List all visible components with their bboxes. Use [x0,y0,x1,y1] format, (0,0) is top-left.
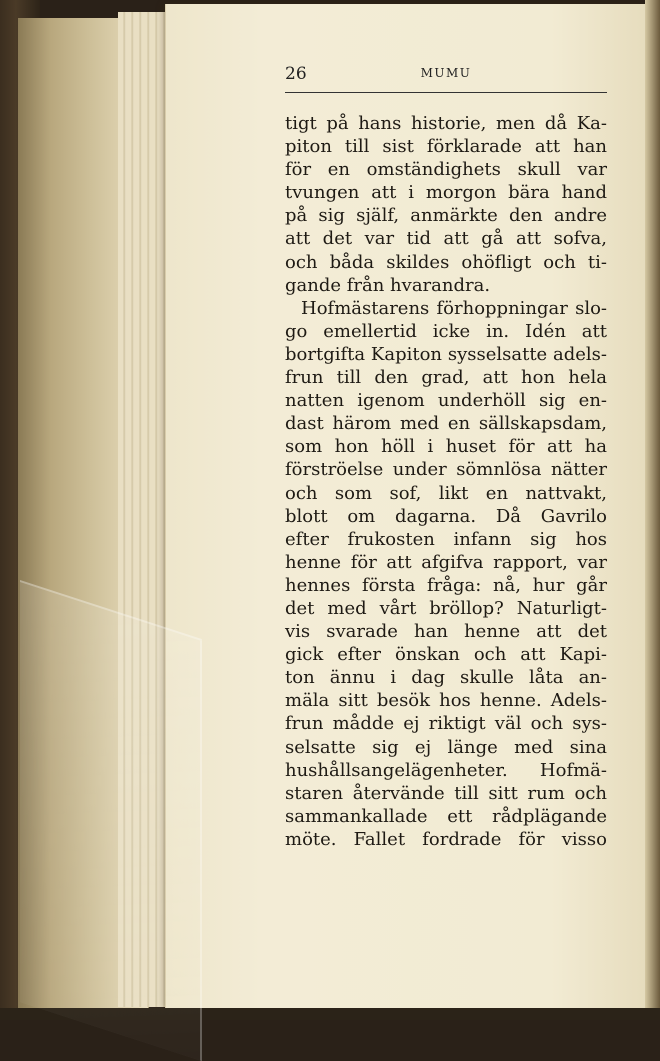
text-line: efter frukosten infann sig hos [285,528,607,550]
text-line: dast härom med en sällskapsdam, [285,413,607,435]
text-line: på sig själf, anmärkte den andre [285,205,607,227]
text-line: go emellertid icke in. Idén att [285,320,607,342]
text-line: tvungen att i morgon bära hand [285,182,607,204]
text-line: och båda skildes ohöfligt och ti- [285,251,607,273]
text-line: och som sof, likt en nattvakt, [285,482,607,504]
text-line: förströelse under sömnlösa nätter [285,459,607,481]
text-line: frun till den grad, att hon hela [285,367,607,389]
text-line: som hon höll i huset för att ha [285,436,607,458]
right-page-edge [645,0,660,1020]
text-line: gande från hvarandra. [285,274,491,296]
text-line: vis svarade han henne att det [285,621,607,643]
text-line: staren återvände till sitt rum och [285,782,607,804]
text-line: ton ännu i dag skulle låta an- [285,667,607,689]
text-line: hennes första fråga: nå, hur går [285,574,607,596]
text-line: möte. Fallet fordrade för visso [285,828,607,850]
text-line: för en omständighets skull var [285,159,607,181]
text-line: natten igenom underhöll sig en- [285,390,607,412]
header-rule [285,92,607,93]
running-head: MUMU [420,66,472,80]
glass-reflection [20,580,202,1061]
text-line: tigt på hans historie, men då Ka- [285,113,607,134]
page-number: 26 [285,64,307,84]
text-line: mäla sitt besök hos henne. Adels- [285,690,607,712]
text-line: henne för att afgifva rapport, var [285,551,607,573]
text-line: bortgifta Kapiton sysselsatte adels- [285,343,607,365]
text-line: blott om dagarna. Då Gavrilo [285,505,607,527]
text-line: att det var tid att gå att sofva, [285,228,607,250]
text-line: sammankallade ett rådplägande [285,805,607,827]
page-header [285,64,607,88]
text-line: hushållsangelägenheter. Hofmä- [285,759,607,781]
text-line: selsatte sig ej länge med sina [285,736,607,758]
text-line: gick efter önskan och att Kapi- [285,644,607,666]
body-text [285,112,607,851]
text-line: Hofmästarens förhoppningar slo- [301,297,607,319]
text-line: frun mådde ej riktigt väl och sys- [285,713,607,735]
text-line: piton till sist förklarade att han [285,136,607,158]
text-line: det med vårt bröllop? Naturligt- [285,597,607,619]
